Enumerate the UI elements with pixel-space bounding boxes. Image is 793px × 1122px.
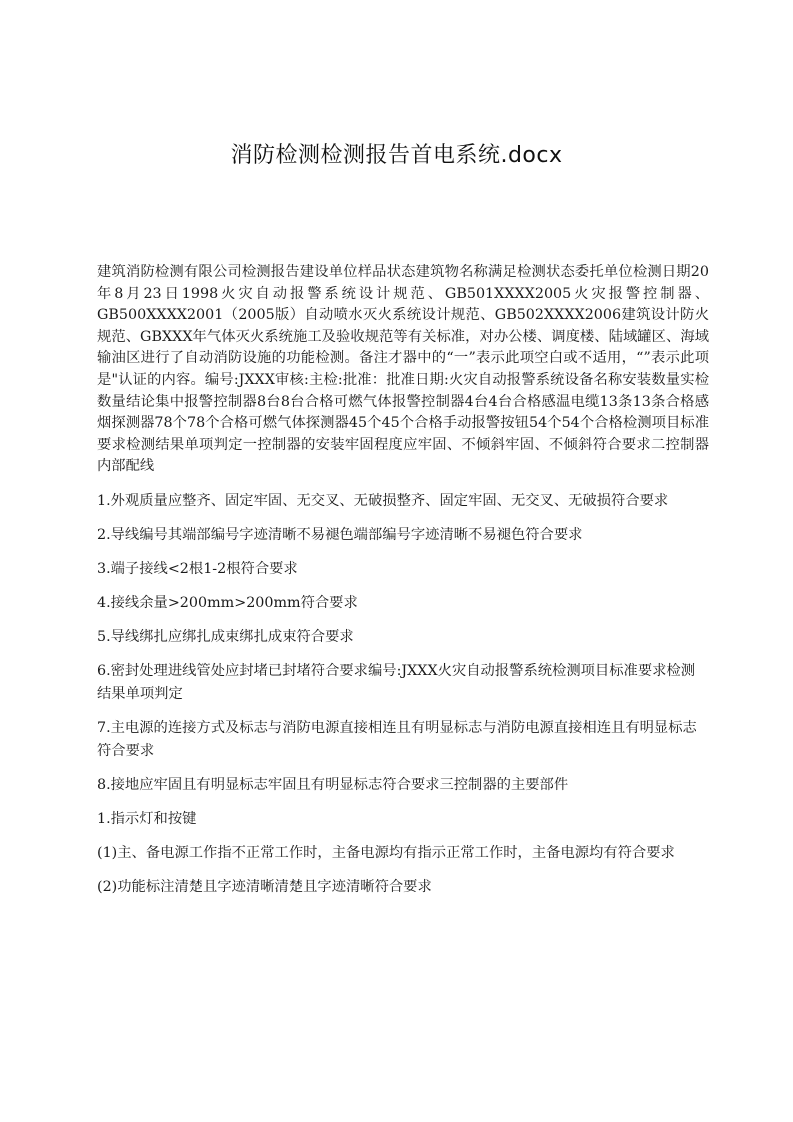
list-item: 3.端子接线<2根1-2根符合要求: [97, 560, 298, 577]
intro-paragraph: 建筑消防检测有限公司检测报告建设单位样品状态建筑物名称满足检测状态委托单位检测日期20年8月23日1998火灾自动报警系统设计规范、GB501XXXX2005火灾报警控制器、GB500XXXX2001（2005版）自动喷水灭火系统设计规范、GB502XXXX2006建筑设计防火规范、GBXXX年气体灭火系统施工及验收规范等有关标准，对办公楼、调度楼、陆域罐区、海域输油区进行了自动消防设施的功能检测。备注才器中的“一”表示此项空白或不适用，“”表示此项是"认证的内容。编号:JXXX审核:主检:批准：批准日期:火灾自动报警系统设备名称安装数量实检数量结论集中报警控制器8台8台合格可燃气体报警控制器4台4台合格感温电缆13条13条合格感烟探测器78个78个合格可燃气体探测器45个45个合格手动报警按钮54个54个合格检测项目标准要求检测结果单项判定一控制器的安装牢固程度应牢固、不倾斜牢固、不倾斜符合要求二控制器内部配线: [97, 264, 709, 475]
document-body: [97, 262, 709, 910]
list-item: 5.导线绑扎应绑扎成束绑扎成束符合要求: [97, 628, 354, 645]
list-item: 1.指示灯和按键: [97, 810, 197, 827]
document-title: 消防检测检测报告首电系统.docx: [230, 143, 563, 168]
list-item: (1)主、备电源工作指不正常工作时，主备电源均有指示正常工作时，主备电源均有符合要求: [97, 844, 675, 861]
list-item: 2.导线编号其端部编号字迹清晰不易褪色端部编号字迹清晰不易褪色符合要求: [97, 526, 583, 543]
list-item: 6.密封处理进线管处应封堵已封堵符合要求编号:JXXX火灾自动报警系统检测项目标准要求检测结果单项判定: [97, 662, 696, 702]
list-item: 8.接地应牢固且有明显标志牢固且有明显标志符合要求三控制器的主要部件: [97, 776, 569, 793]
list-item: (2)功能标注清楚且字迹清晰清楚且字迹清晰符合要求: [97, 878, 432, 895]
list-item: 7.主电源的连接方式及标志与消防电源直接相连且有明显标志与消防电源直接相连且有明显标志符合要求: [97, 719, 697, 759]
list-item: 1.外观质量应整齐、固定牢固、无交叉、无破损整齐、固定牢固、无交叉、无破损符合要求: [97, 492, 669, 509]
list-item: 4.接线余量>200mm>200mm符合要求: [97, 594, 358, 611]
